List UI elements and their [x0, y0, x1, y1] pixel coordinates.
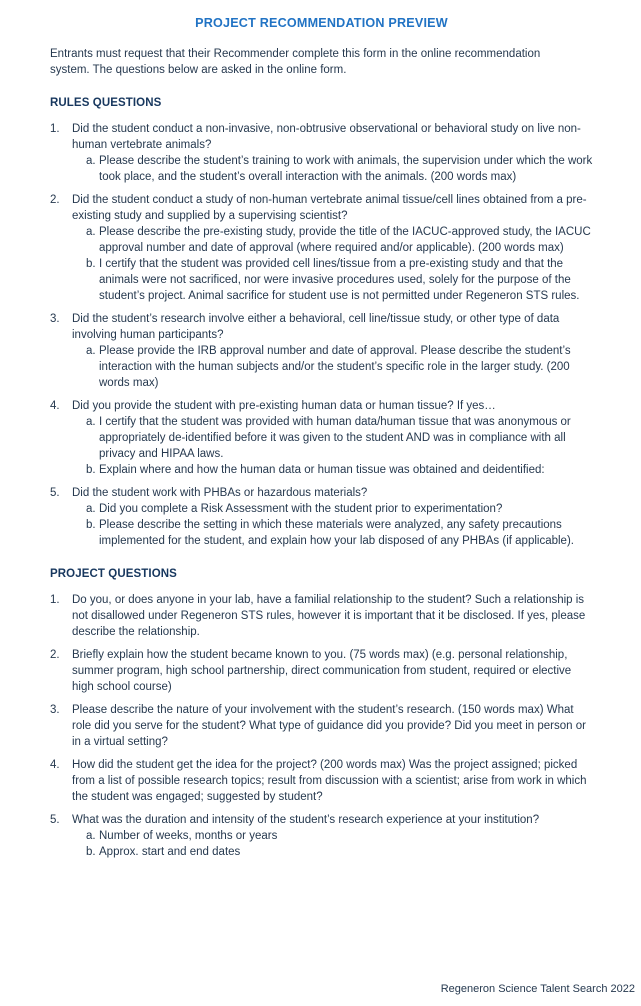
- subquestion-list: [86, 828, 593, 860]
- subquestion-list: [86, 501, 593, 549]
- question-item: [50, 647, 593, 695]
- subquestion-list: [86, 224, 593, 304]
- question-item: [50, 121, 593, 185]
- subquestion-item: I certify that the student was provided with human data/human tissue that was anonymous or appropriately de-identified before it was given to the student AND was in compliance with all privacy and HIPAA laws.: [99, 416, 571, 460]
- question-item: [50, 311, 593, 391]
- section-heading: RULES QUESTIONS: [50, 97, 162, 109]
- question-item: [50, 812, 593, 860]
- question-text: Did the student conduct a non-invasive, non-obtrusive observational or behavioral study on live non-human vertebrate animals?: [72, 123, 581, 151]
- section-heading: PROJECT QUESTIONS: [50, 568, 177, 580]
- question-list: [50, 121, 593, 549]
- question-item: [50, 485, 593, 549]
- subquestion-item: Number of weeks, months or years: [99, 830, 278, 842]
- question-item: [50, 757, 593, 805]
- subquestion-item: Approx. start and end dates: [99, 846, 241, 858]
- subquestion-item: I certify that the student was provided cell lines/tissue from a pre-existing study and that the animals were not sacrificed, nor were invasive procedures used, solely for the purpose of the student’s project. Animal sacrifice for student use is not permitted under Regeneron STS rules.: [99, 258, 580, 302]
- question-text: Did the student conduct a study of non-human vertebrate animal tissue/cell lines obtained from a pre-existing study and supplied by a supervising scientist?: [72, 194, 587, 222]
- question-text: Did the student’s research involve either a behavioral, cell line/tissue study, or other type of data involving human participants?: [72, 313, 560, 341]
- subquestion-list: [86, 153, 593, 185]
- question-text: Did you provide the student with pre-existing human data or human tissue? If yes…: [72, 400, 496, 412]
- subquestion-item: Please describe the student’s training to work with animals, the supervision under which the work took place, and the student’s overall interaction with the animals. (200 words max): [99, 155, 593, 183]
- subquestion-item: Please provide the IRB approval number and date of approval. Please describe the student’s interaction with the human subjects and/or the student’s specific role in the larger study. (200 words max): [99, 345, 571, 389]
- question-item: [50, 592, 593, 640]
- question-text: Did the student work with PHBAs or hazardous materials?: [72, 487, 368, 499]
- subquestion-list: [86, 414, 593, 478]
- subquestion-item: Did you complete a Risk Assessment with the student prior to experimentation?: [99, 503, 503, 515]
- subquestion-item: Explain where and how the human data or human tissue was obtained and deidentified:: [99, 464, 545, 476]
- question-item: [50, 398, 593, 478]
- page-title: PROJECT RECOMMENDATION PREVIEW: [195, 16, 448, 30]
- sections: [50, 95, 593, 860]
- subquestion-item: Please describe the setting in which these materials were analyzed, any safety precautions implemented for the student, and explain how your lab disposed of any PHBAs (if applicable).: [99, 519, 574, 547]
- intro-paragraph: Entrants must request that their Recommender complete this form in the online recommendation system. The questions below are asked in the online form.: [50, 48, 541, 76]
- subquestion-list: [86, 343, 593, 391]
- question-text: Please describe the nature of your involvement with the student’s research. (150 words max) What role did you serve for the student? What type of guidance did you provide? Did you meet in person or in a virtual setting?: [72, 704, 586, 748]
- question-text: What was the duration and intensity of the student’s research experience at your institution?: [72, 814, 540, 826]
- footer-text: Regeneron Science Talent Search 2022: [440, 983, 635, 995]
- question-list: [50, 592, 593, 860]
- question-text: Briefly explain how the student became known to you. (75 words max) (e.g. personal relationship, summer program, high school partnership, direct communication from student, required or elective high school course): [72, 649, 572, 693]
- question-item: [50, 702, 593, 750]
- question-item: [50, 192, 593, 304]
- subquestion-item: Please describe the pre-existing study, provide the title of the IACUC-approved study, the IACUC approval number and date of approval (where required and/or applicable). (200 words max): [99, 226, 591, 254]
- question-text: How did the student get the idea for the project? (200 words max) Was the project assigned; picked from a list of possible research topics; result from discussion with a scientist; arise from work in which the student was engaged; suggested by student?: [72, 759, 587, 803]
- question-text: Do you, or does anyone in your lab, have a familial relationship to the student? Such a relationship is not disallowed under Regeneron STS rules, however it is important that it be disclosed. If yes, please describe the relationship.: [72, 594, 586, 638]
